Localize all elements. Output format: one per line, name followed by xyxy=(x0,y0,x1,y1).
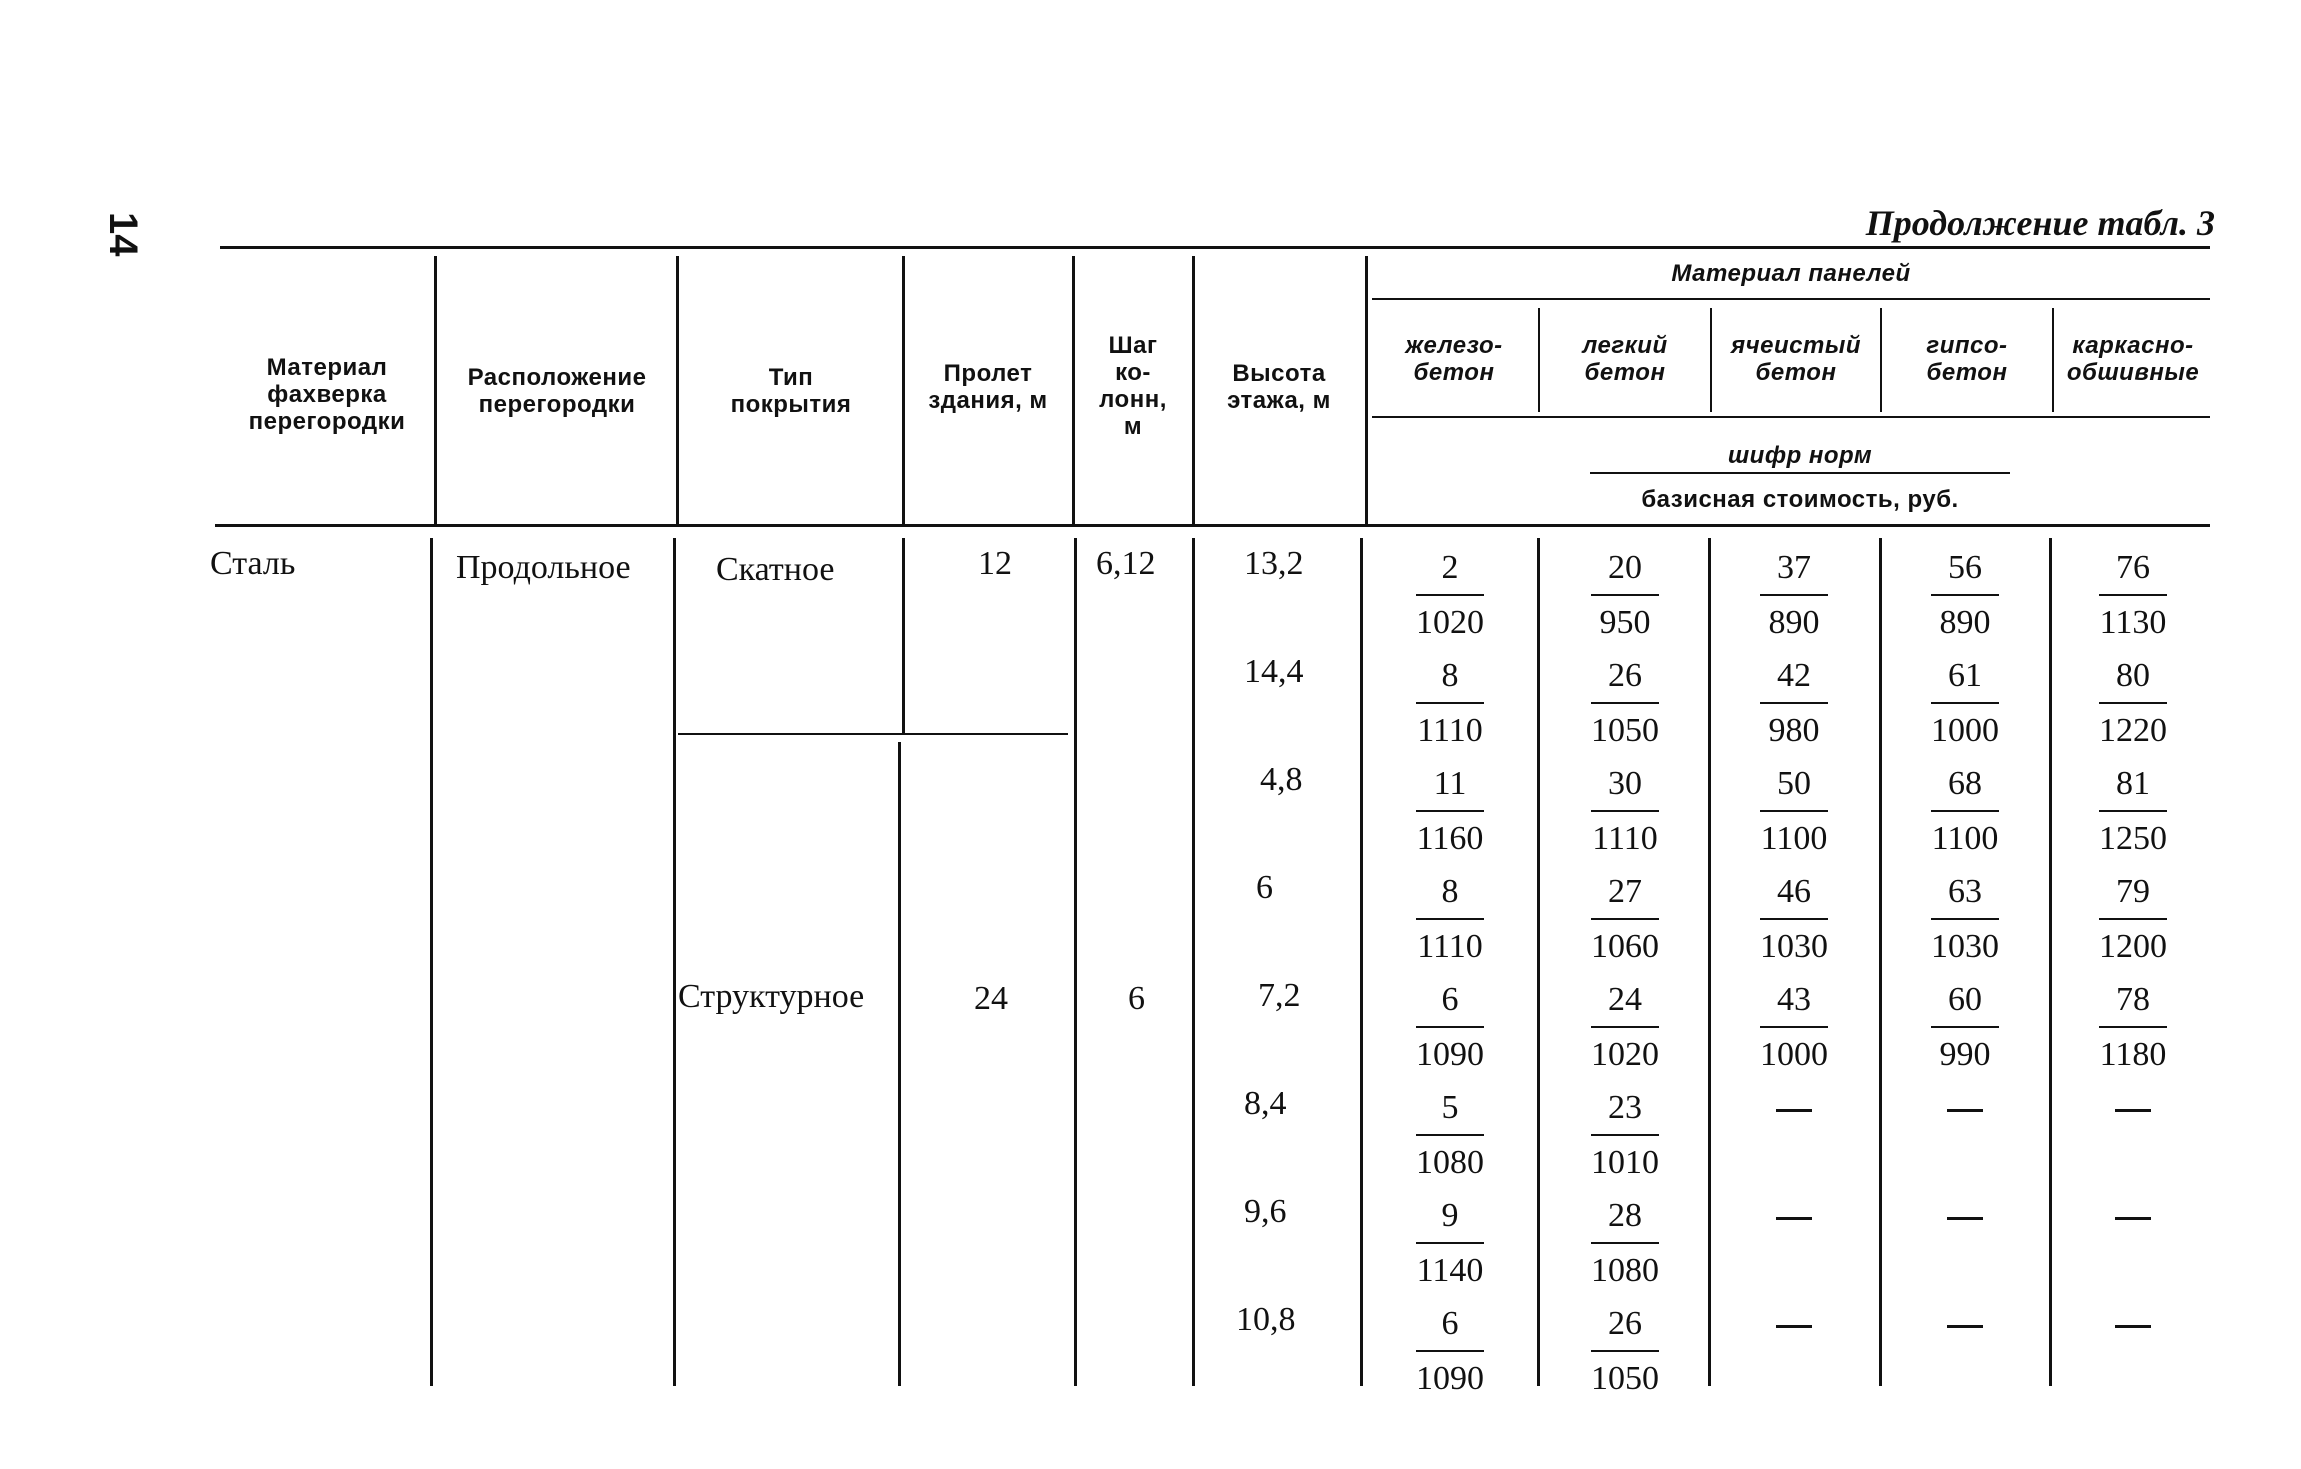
norm-cost-fraction xyxy=(1408,869,1492,970)
body-divider-1 xyxy=(430,538,433,1386)
empty-value-dash xyxy=(1776,1217,1812,1220)
norm-cost-fraction xyxy=(1923,545,2007,646)
fraction-bar xyxy=(1760,918,1828,920)
norm-cost-fraction xyxy=(1752,761,1836,862)
fraction-bar xyxy=(1416,1242,1484,1244)
empty-value-dash xyxy=(1776,1109,1812,1112)
base-cost: 1030 xyxy=(1931,928,1999,965)
top-rule xyxy=(220,246,2210,249)
norm-cost-fraction xyxy=(1408,761,1492,862)
fraction-bar xyxy=(2099,702,2167,704)
header-base-cost: базисная стоимость, руб. xyxy=(1641,486,1959,513)
header-panel-group: Материал панелей xyxy=(1671,260,1911,287)
base-cost: 1130 xyxy=(2099,604,2167,641)
body-divider-3b xyxy=(898,742,901,1386)
empty-value-dash xyxy=(1947,1325,1983,1328)
fraction-bar xyxy=(1591,1242,1659,1244)
base-cost: 1050 xyxy=(1591,712,1659,749)
fraction-bar xyxy=(1416,1026,1484,1028)
body-divider-6 xyxy=(1360,538,1363,1386)
base-cost: 1000 xyxy=(1760,1036,1828,1073)
norm-cost-fraction xyxy=(1408,653,1492,754)
norm-code-rule xyxy=(1590,472,2010,474)
fraction-bar xyxy=(2099,594,2167,596)
fraction-bar xyxy=(2099,810,2167,812)
norm-cost-fraction xyxy=(1583,761,1667,862)
norm-cost-fraction xyxy=(1583,869,1667,970)
norm-code: 8 xyxy=(1441,657,1459,694)
fraction-bar xyxy=(1931,594,1999,596)
header-panel-2: легкий бетон xyxy=(1582,332,1668,386)
norm-cost-fraction xyxy=(2091,869,2175,970)
floor-height: 7,2 xyxy=(1258,977,1301,1014)
empty-value-dash xyxy=(1947,1109,1983,1112)
body-divider-8 xyxy=(1708,538,1711,1386)
norm-code: 2 xyxy=(1441,549,1459,586)
header-height: Высота этажа, м xyxy=(1227,360,1331,414)
norm-code: 27 xyxy=(1608,873,1642,910)
norm-cost-fraction xyxy=(1752,977,1836,1078)
body-divider-5 xyxy=(1192,538,1195,1386)
fraction-bar xyxy=(1416,702,1484,704)
base-cost: 1110 xyxy=(1417,928,1483,965)
norm-code: 56 xyxy=(1948,549,1982,586)
col-divider-2 xyxy=(676,256,679,526)
header-panel-1: железо- бетон xyxy=(1405,332,1503,386)
base-cost: 990 xyxy=(1939,1036,1991,1073)
base-cost: 1160 xyxy=(1416,820,1484,857)
norm-code: 79 xyxy=(2116,873,2150,910)
norm-cost-fraction xyxy=(1923,761,2007,862)
norm-code: 46 xyxy=(1777,873,1811,910)
fraction-bar xyxy=(1416,918,1484,920)
fraction-bar xyxy=(1760,594,1828,596)
floor-height: 8,4 xyxy=(1244,1085,1287,1122)
norm-cost-fraction xyxy=(1923,977,2007,1078)
table-caption: Продолжение табл. 3 xyxy=(1865,203,2215,243)
header-panel-4: гипсо- бетон xyxy=(1926,332,2008,386)
norm-code: 26 xyxy=(1608,657,1642,694)
norm-cost-fraction xyxy=(2091,761,2175,862)
fraction-bar xyxy=(1591,594,1659,596)
base-cost: 1060 xyxy=(1591,928,1659,965)
norm-cost-fraction xyxy=(1583,545,1667,646)
header-norm-code: шифр норм xyxy=(1727,442,1873,469)
norm-code: 6 xyxy=(1441,1305,1459,1342)
base-cost: 1090 xyxy=(1416,1360,1484,1397)
norm-code: 50 xyxy=(1777,765,1811,802)
base-cost: 1100 xyxy=(1760,820,1828,857)
fraction-bar xyxy=(1416,810,1484,812)
span-12-value: 12 xyxy=(978,545,1012,582)
norm-cost-fraction xyxy=(2091,545,2175,646)
empty-value-dash xyxy=(2115,1217,2151,1220)
col-divider-4 xyxy=(1072,256,1075,526)
body-divider-9 xyxy=(1879,538,1882,1386)
norm-code: 8 xyxy=(1441,873,1459,910)
fraction-bar xyxy=(1931,1026,1999,1028)
empty-value-dash xyxy=(2115,1109,2151,1112)
panel-divider-3 xyxy=(1880,308,1882,412)
norm-cost-fraction xyxy=(1923,869,2007,970)
roof-pitched-value: Скатное xyxy=(716,551,835,588)
norm-code: 23 xyxy=(1608,1089,1642,1126)
norm-code: 24 xyxy=(1608,981,1642,1018)
panel-divider-2 xyxy=(1710,308,1712,412)
norm-code: 26 xyxy=(1608,1305,1642,1342)
span-24-value: 24 xyxy=(974,980,1008,1017)
floor-height: 6 xyxy=(1256,869,1273,906)
base-cost: 950 xyxy=(1599,604,1651,641)
step-612-value: 6,12 xyxy=(1096,545,1156,582)
fraction-bar xyxy=(1416,1350,1484,1352)
col-divider-5 xyxy=(1192,256,1195,526)
norm-code: 81 xyxy=(2116,765,2150,802)
empty-value-dash xyxy=(2115,1325,2151,1328)
page-number: 14 xyxy=(101,212,145,257)
fraction-bar xyxy=(1591,1350,1659,1352)
fraction-bar xyxy=(1591,1134,1659,1136)
base-cost: 1020 xyxy=(1416,604,1484,641)
base-cost: 1090 xyxy=(1416,1036,1484,1073)
base-cost: 1010 xyxy=(1591,1144,1659,1181)
base-cost: 1180 xyxy=(2099,1036,2167,1073)
norm-code: 11 xyxy=(1433,765,1467,802)
roof-split-rule xyxy=(678,733,1068,735)
base-cost: 1000 xyxy=(1931,712,1999,749)
fraction-bar xyxy=(1760,1026,1828,1028)
norm-cost-fraction xyxy=(1583,1085,1667,1186)
norm-cost-fraction xyxy=(1752,545,1836,646)
norm-cost-fraction xyxy=(2091,653,2175,754)
base-cost: 1100 xyxy=(1931,820,1999,857)
norm-cost-fraction xyxy=(1408,977,1492,1078)
body-divider-10 xyxy=(2049,538,2052,1386)
fraction-bar xyxy=(1931,810,1999,812)
base-cost: 890 xyxy=(1768,604,1820,641)
norm-cost-fraction xyxy=(1923,653,2007,754)
location-value: Продольное xyxy=(456,549,631,586)
fraction-bar xyxy=(2099,1026,2167,1028)
panel-names-rule xyxy=(1372,416,2210,418)
empty-value-dash xyxy=(1947,1217,1983,1220)
norm-cost-fraction xyxy=(1408,1193,1492,1294)
header-panel-5: каркасно- обшивные xyxy=(2066,332,2200,386)
norm-code: 42 xyxy=(1777,657,1811,694)
floor-height: 10,8 xyxy=(1236,1301,1296,1338)
fraction-bar xyxy=(1591,702,1659,704)
body-divider-7 xyxy=(1537,538,1540,1386)
floor-height: 14,4 xyxy=(1244,653,1304,690)
base-cost: 1220 xyxy=(2099,712,2167,749)
floor-height: 9,6 xyxy=(1244,1193,1287,1230)
norm-code: 60 xyxy=(1948,981,1982,1018)
fraction-bar xyxy=(2099,918,2167,920)
norm-code: 80 xyxy=(2116,657,2150,694)
norm-cost-fraction xyxy=(1408,545,1492,646)
base-cost: 1050 xyxy=(1591,1360,1659,1397)
body-divider-3a xyxy=(902,538,905,733)
norm-cost-fraction xyxy=(1408,1085,1492,1186)
norm-cost-fraction xyxy=(1408,1301,1492,1402)
header-span: Пролет здания, м xyxy=(928,360,1048,414)
body-divider-4 xyxy=(1074,538,1077,1386)
norm-code: 20 xyxy=(1608,549,1642,586)
header-location: Расположение перегородки xyxy=(467,364,647,418)
col-divider-3 xyxy=(902,256,905,526)
header-material: Материал фахверка перегородки xyxy=(248,354,406,435)
panel-divider-1 xyxy=(1538,308,1540,412)
norm-code: 63 xyxy=(1948,873,1982,910)
base-cost: 980 xyxy=(1768,712,1820,749)
fraction-bar xyxy=(1931,918,1999,920)
norm-cost-fraction xyxy=(1752,653,1836,754)
norm-code: 61 xyxy=(1948,657,1982,694)
base-cost: 1250 xyxy=(2099,820,2167,857)
base-cost: 1110 xyxy=(1592,820,1658,857)
norm-code: 6 xyxy=(1441,981,1459,1018)
base-cost: 1140 xyxy=(1416,1252,1484,1289)
base-cost: 1080 xyxy=(1416,1144,1484,1181)
material-value: Сталь xyxy=(210,545,296,582)
base-cost: 1020 xyxy=(1591,1036,1659,1073)
panel-group-rule xyxy=(1372,298,2210,300)
body-divider-2 xyxy=(673,538,676,1386)
norm-code: 68 xyxy=(1948,765,1982,802)
norm-cost-fraction xyxy=(1752,869,1836,970)
norm-code: 76 xyxy=(2116,549,2150,586)
col-divider-6 xyxy=(1365,256,1368,526)
norm-code: 37 xyxy=(1777,549,1811,586)
header-roof: Тип покрытия xyxy=(730,364,852,418)
fraction-bar xyxy=(1591,918,1659,920)
fraction-bar xyxy=(1591,1026,1659,1028)
header-step: Шаг ко- лонн, м xyxy=(1099,332,1167,440)
base-cost: 1110 xyxy=(1417,712,1483,749)
norm-code: 28 xyxy=(1608,1197,1642,1234)
base-cost: 890 xyxy=(1939,604,1991,641)
empty-value-dash xyxy=(1776,1325,1812,1328)
base-cost: 1030 xyxy=(1760,928,1828,965)
norm-code: 30 xyxy=(1608,765,1642,802)
floor-height: 13,2 xyxy=(1244,545,1304,582)
norm-code: 43 xyxy=(1777,981,1811,1018)
header-bottom-rule xyxy=(215,524,2210,527)
step-6-value: 6 xyxy=(1128,980,1145,1017)
fraction-bar xyxy=(1591,810,1659,812)
norm-cost-fraction xyxy=(1583,977,1667,1078)
norm-code: 5 xyxy=(1441,1089,1459,1126)
floor-height: 4,8 xyxy=(1260,761,1303,798)
fraction-bar xyxy=(1416,594,1484,596)
norm-cost-fraction xyxy=(1583,653,1667,754)
fraction-bar xyxy=(1760,810,1828,812)
norm-cost-fraction xyxy=(1583,1301,1667,1402)
norm-code: 9 xyxy=(1441,1197,1459,1234)
panel-divider-4 xyxy=(2052,308,2054,412)
roof-structural-value: Структурное xyxy=(678,978,865,1015)
fraction-bar xyxy=(1760,702,1828,704)
col-divider-1 xyxy=(434,256,437,526)
norm-code: 78 xyxy=(2116,981,2150,1018)
header-panel-3: ячеистый бетон xyxy=(1731,332,1861,386)
norm-cost-fraction xyxy=(2091,977,2175,1078)
norm-cost-fraction xyxy=(1583,1193,1667,1294)
fraction-bar xyxy=(1416,1134,1484,1136)
fraction-bar xyxy=(1931,702,1999,704)
base-cost: 1080 xyxy=(1591,1252,1659,1289)
base-cost: 1200 xyxy=(2099,928,2167,965)
